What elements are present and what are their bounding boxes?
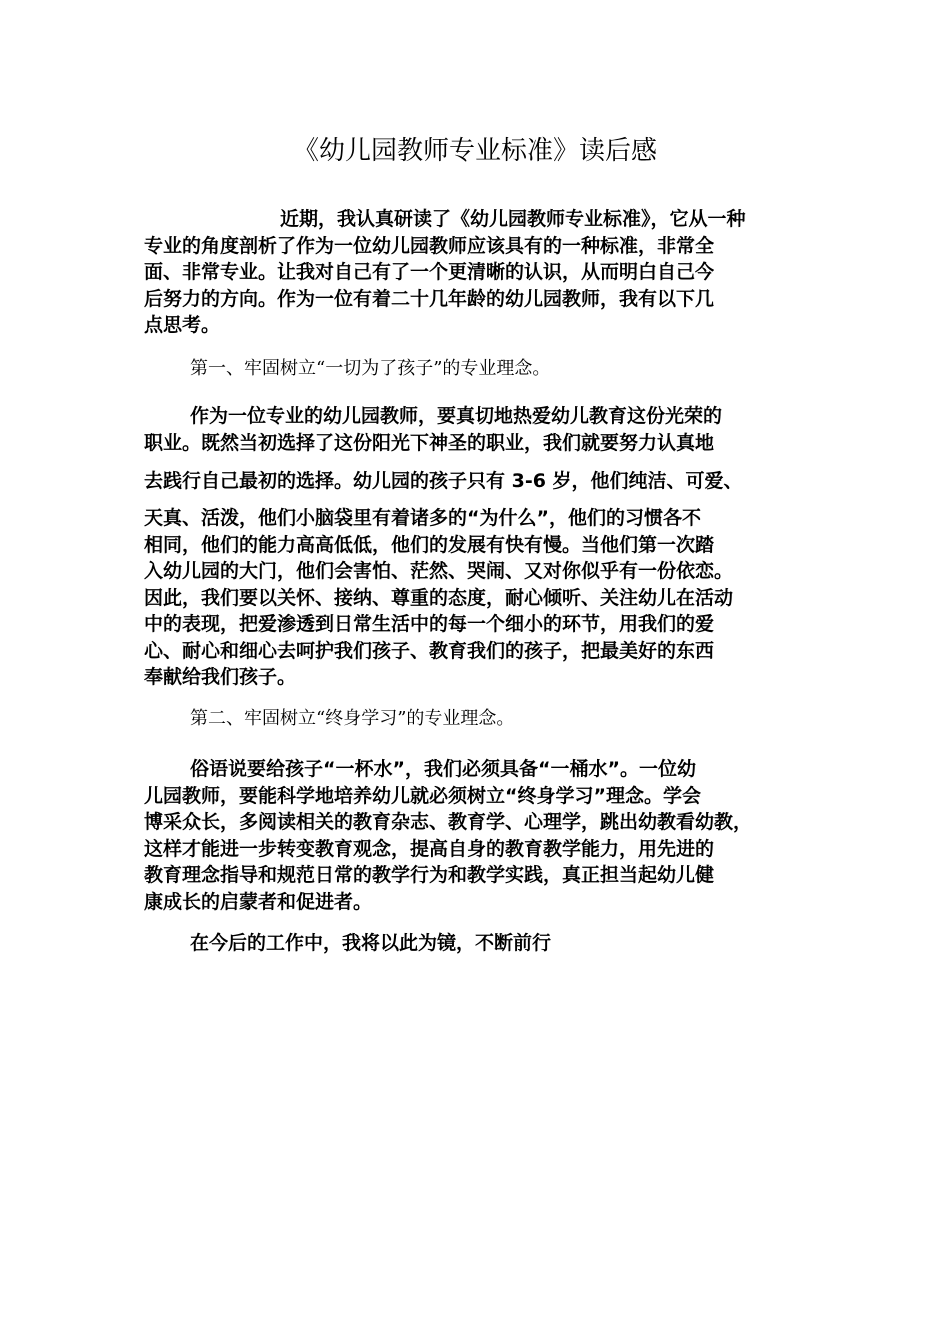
paragraph-line: 博采众长，多阅读相关的教育杂志、教育学、心理学，跳出幼教看幼教， bbox=[144, 811, 753, 833]
intro-paragraph bbox=[144, 206, 810, 339]
paragraph-line: 因此，我们要以关怀、接纳、尊重的态度，耐心倾听、关注幼儿在活动 bbox=[144, 586, 734, 609]
paragraph-line: 俗语说要给孩子“一杯水”，我们必须具备“一桶水”。一位幼 bbox=[190, 758, 696, 780]
section-2-paragraph bbox=[144, 756, 810, 915]
paragraph-line: 这样才能进一步转变教育观念，提高自身的教育教学能力，用先进的 bbox=[144, 837, 715, 860]
paragraph-line: 后努力的方向。作为一位有着二十几年龄的幼儿园教师，我有以下几 bbox=[144, 287, 715, 310]
paragraph-line: 相同，他们的能力高高低低，他们的发展有快有慢。当他们第一次踏 bbox=[144, 533, 715, 556]
paragraph-line: 中的表现，把爱渗透到日常生活中的每一个细小的环节，用我们的爱 bbox=[144, 613, 715, 635]
paragraph-line: 面、非常专业。让我对自己有了一个更清晰的认识，从而明白自己今 bbox=[144, 261, 715, 283]
section-1-paragraph-part-c bbox=[144, 505, 810, 691]
paragraph-line: 专业的角度剖析了作为一位幼儿园教师应该具有的一种标准，非常全 bbox=[144, 234, 715, 257]
paragraph-line: 奉献给我们孩子。 bbox=[144, 666, 297, 688]
paragraph-line: 教育理念指导和规范日常的教学行为和教学实践，真正担当起幼儿健 bbox=[144, 864, 715, 886]
paragraph-line: 心、耐心和细心去呵护我们孩子、教育我们的孩子，把最美好的东西 bbox=[144, 639, 715, 662]
paragraph-line: 在今后的工作中，我将以此为镜，不断前行 bbox=[190, 932, 552, 954]
section-heading-2: 第二、牢固树立“终身学习”的专业理念。 bbox=[190, 708, 515, 729]
paragraph-line: 儿园教师，要能科学地培养幼儿就必须树立“终身学习”理念。学会 bbox=[144, 784, 701, 807]
closing-paragraph bbox=[144, 930, 810, 957]
paragraph-line: 点思考。 bbox=[144, 314, 221, 336]
section-1-paragraph-part-a bbox=[144, 403, 810, 456]
paragraph-line: 职业。既然当初选择了这份阳光下神圣的职业，我们就要努力认真地 bbox=[144, 431, 715, 454]
paragraph-line: 作为一位专业的幼儿园教师，要真切地热爱幼儿教育这份光荣的 bbox=[190, 405, 723, 427]
paragraph-line: 去践行自己最初的选择。幼儿园的孩子只有 3-6 岁，他们纯洁、可爱、 bbox=[144, 470, 743, 492]
paragraph-line: 入幼儿园的大门，他们会害怕、茫然、哭闹、又对你似乎有一份依恋。 bbox=[144, 560, 734, 582]
document-title: 《幼儿园教师专业标准》读后感 bbox=[292, 136, 657, 166]
paragraph-line: 近期，我认真研读了《幼儿园教师专业标准》，它从一种 bbox=[280, 208, 746, 230]
paragraph-line: 康成长的启蒙者和促进者。 bbox=[144, 890, 373, 913]
section-heading-1: 第一、牢固树立“一切为了孩子”的专业理念。 bbox=[190, 358, 551, 379]
section-1-paragraph-part-b bbox=[144, 468, 810, 495]
paragraph-line: 天真、活泼，他们小脑袋里有着诸多的“为什么”，他们的习惯各不 bbox=[144, 507, 701, 529]
